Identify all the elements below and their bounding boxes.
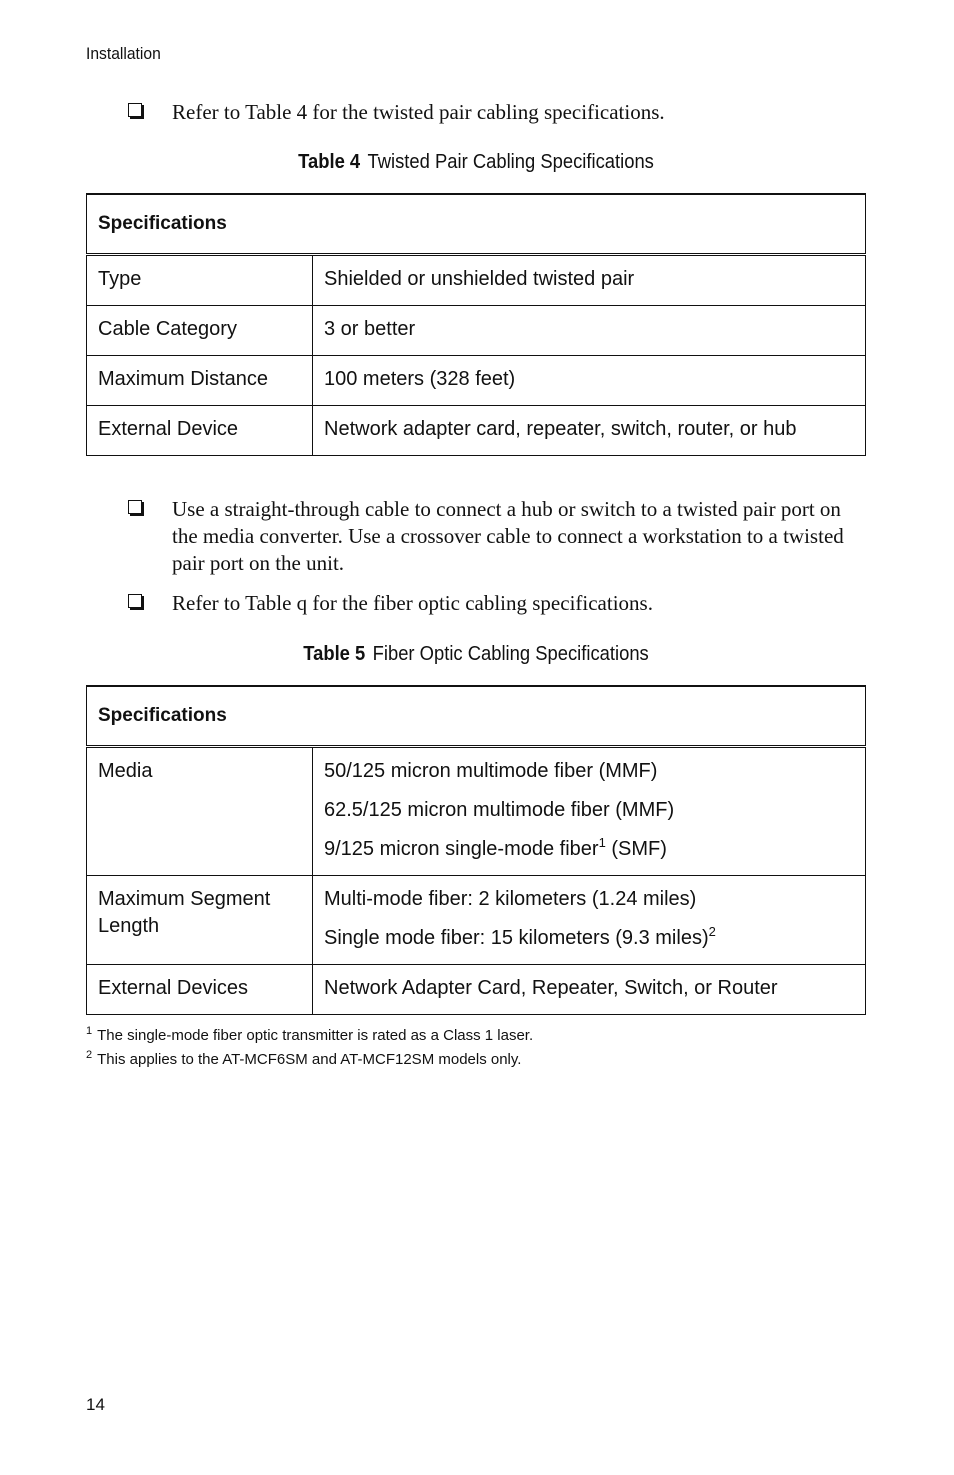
table-row <box>87 747 866 876</box>
table-header-row <box>87 686 866 747</box>
table4-caption-number: Table 4 <box>298 151 361 173</box>
bullet-item <box>128 590 858 617</box>
footnote-text: This applies to the AT-MCF6SM and AT-MCF12SM models only. <box>97 1051 522 1068</box>
footnote-ref: 1 <box>598 835 606 850</box>
table5-caption <box>117 643 835 666</box>
table-cell-value: 3 or better <box>313 306 866 356</box>
table-cell-label: External Devices <box>87 965 313 1015</box>
table-header-row <box>87 194 866 255</box>
media-line: 50/125 micron multimode fiber (MMF) <box>324 760 658 782</box>
table-cell-label: Maximum Segment Length <box>87 876 313 965</box>
table-cell-value: 100 meters (328 feet) <box>313 356 866 406</box>
table4-caption-title: Twisted Pair Cabling Specifications <box>367 151 654 173</box>
segment-line: Multi-mode fiber: 2 kilometers (1.24 miles) <box>324 888 697 910</box>
footnote <box>86 1027 533 1044</box>
media-line: 62.5/125 micron multimode fiber (MMF) <box>324 799 675 821</box>
table-cell-label: Media <box>87 747 313 876</box>
bullet-text: Refer to Table q for the fiber optic cabling specifications. <box>172 591 653 615</box>
table-cell-label: Cable Category <box>87 306 313 356</box>
table5-caption-number: Table 5 <box>303 643 366 665</box>
table-row <box>87 965 866 1015</box>
footnote-mark: 1 <box>86 1025 93 1037</box>
bullet-item <box>128 496 858 577</box>
media-line: 9/125 micron single-mode fiber$^1$ (SMF) <box>324 835 667 860</box>
table4-header: Specifications <box>87 194 866 255</box>
table5 <box>86 685 866 1015</box>
footnote <box>86 1051 521 1068</box>
footnote-text: The single-mode fiber optic transmitter is rated as a Class 1 laser. <box>97 1027 534 1044</box>
table-cell-label: External Device <box>87 406 313 456</box>
checkbox-bullet-icon <box>128 500 142 514</box>
bullet-text: Use a straight-through cable to connect a hub or switch to a twisted pair port on the media converter. Use a crossover cable to connect a workstation to a twisted pair port on the unit. <box>172 497 844 575</box>
bullet-text: Refer to Table 4 for the twisted pair cabling specifications. <box>172 100 665 124</box>
table-row <box>87 406 866 456</box>
checkbox-bullet-icon <box>128 594 142 608</box>
footnote-mark: 2 <box>86 1049 93 1061</box>
table4-caption <box>117 151 835 174</box>
table-cell-value <box>313 876 866 965</box>
segment-line: Single mode fiber: 15 kilometers (9.3 miles)$^2$ <box>324 924 716 949</box>
table-row <box>87 306 866 356</box>
table-row <box>87 356 866 406</box>
page-number: 14 <box>86 1395 105 1414</box>
page-header: Installation <box>86 44 161 63</box>
table-cell-value: Network adapter card, repeater, switch, router, or hub <box>313 406 866 456</box>
footnote-ref: 2 <box>708 924 716 939</box>
table-cell-value: Shielded or unshielded twisted pair <box>313 255 866 306</box>
table-row <box>87 876 866 965</box>
table-row <box>87 255 866 306</box>
table-cell-label: Type <box>87 255 313 306</box>
table-cell-value: Network Adapter Card, Repeater, Switch, or Router <box>313 965 866 1015</box>
table5-header: Specifications <box>87 686 866 747</box>
table-cell-value <box>313 747 866 876</box>
table5-caption-title: Fiber Optic Cabling Specifications <box>372 643 649 665</box>
table-cell-label: Maximum Distance <box>87 356 313 406</box>
table4 <box>86 193 866 456</box>
bullet-item <box>128 99 858 126</box>
checkbox-bullet-icon <box>128 103 142 117</box>
